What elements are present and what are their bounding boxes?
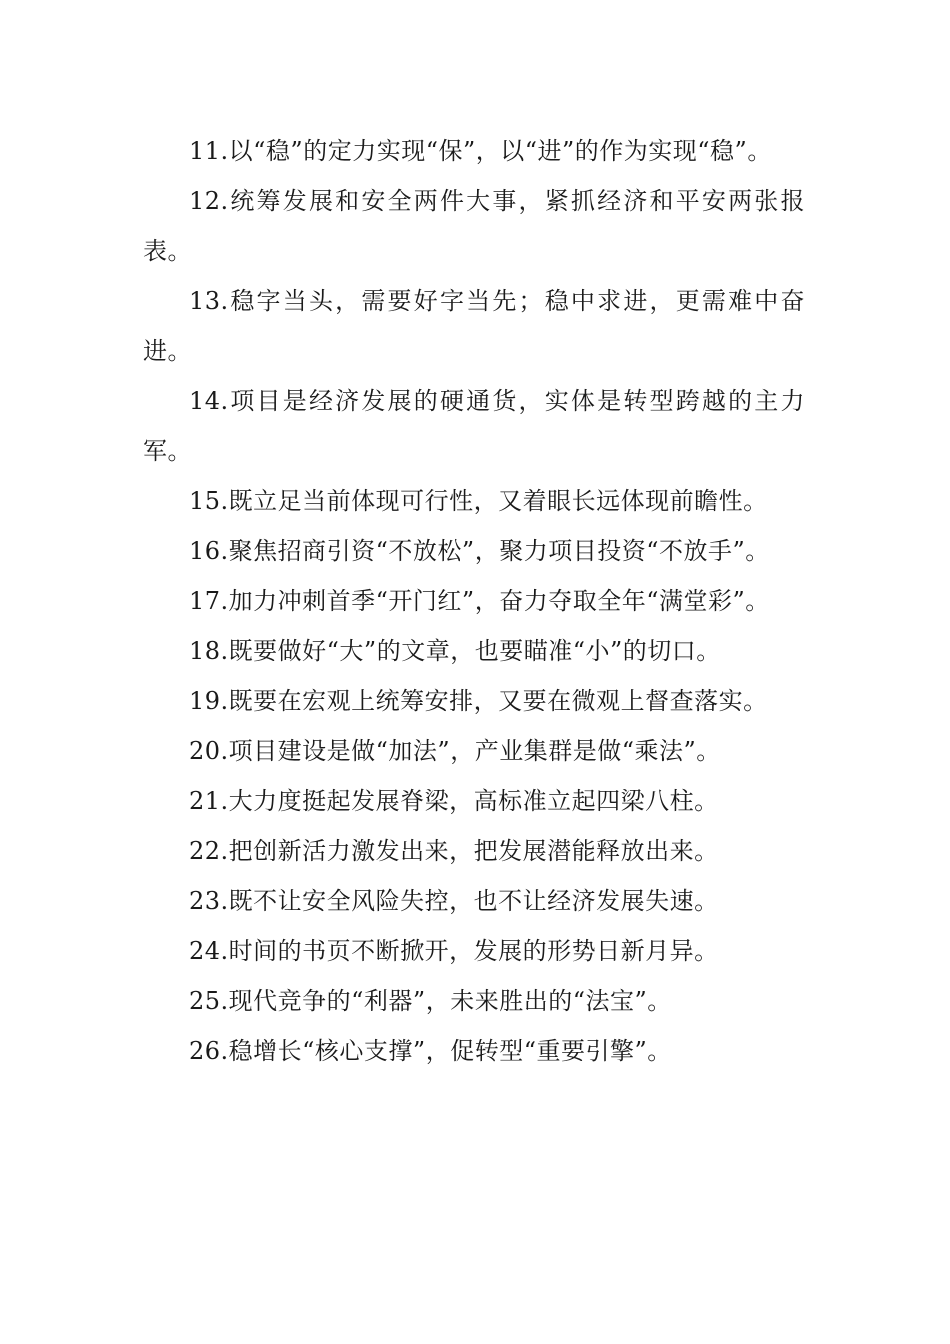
list-item: 11.以“稳”的定力实现“保”，以“进”的作为实现“稳”。 [189,137,772,165]
list-item: 16.聚焦招商引资“不放松”，聚力项目投资“不放手”。 [189,537,770,565]
list-item: 26.稳增长“核心支撑”，促转型“重要引擎”。 [189,1037,672,1065]
list-item: 18.既要做好“大”的文章，也要瞄准“小”的切口。 [189,637,721,665]
list-item: 24.时间的书页不断掀开，发展的形势日新月异。 [189,937,719,965]
list-item: 22.把创新活力激发出来，把发展潜能释放出来。 [189,837,719,865]
list-item: 17.加力冲刺首季“开门红”，奋力夺取全年“满堂彩”。 [189,587,770,615]
list-item: 21.大力度挺起发展脊梁，高标准立起四梁八柱。 [189,787,719,815]
list-item: 14.项目是经济发展的硬通货，实体是转型跨越的主力军。 [143,387,805,465]
list-item: 20.项目建设是做“加法”，产业集群是做“乘法”。 [189,737,721,765]
list-item: 12.统筹发展和安全两件大事，紧抓经济和平安两张报表。 [143,187,805,265]
list-item: 15.既立足当前体现可行性，又着眼长远体现前瞻性。 [189,487,768,515]
list-item: 23.既不让安全风险失控，也不让经济发展失速。 [189,887,719,915]
list-item: 19.既要在宏观上统筹安排，又要在微观上督查落实。 [189,687,768,715]
list-item: 25.现代竞争的“利器”，未来胜出的“法宝”。 [189,987,672,1015]
list-item: 13.稳字当头，需要好字当先；稳中求进，更需难中奋进。 [143,287,805,365]
document-body [143,126,805,1076]
